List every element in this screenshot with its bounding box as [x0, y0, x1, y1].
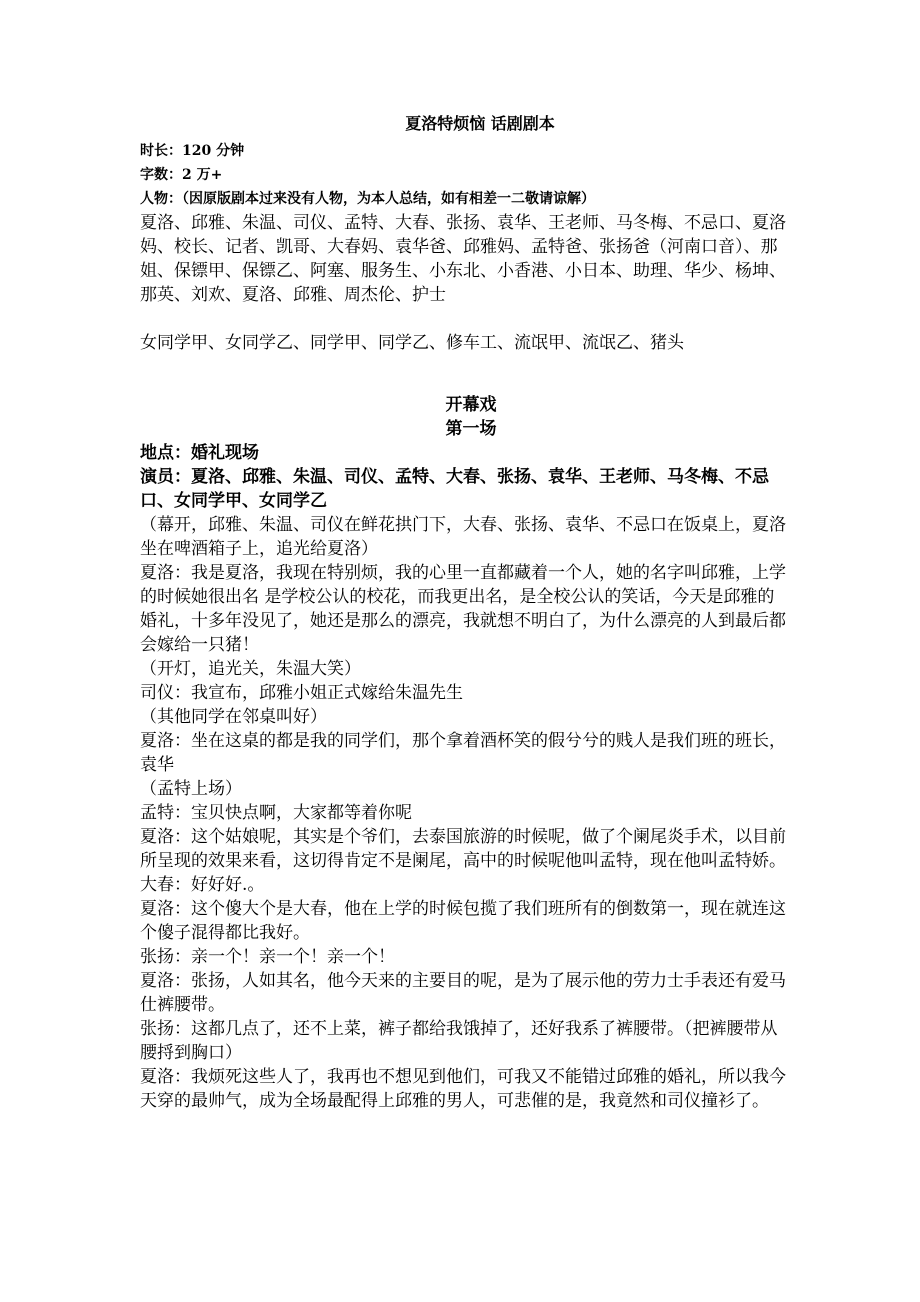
script-line: 夏洛：这个傻大个是大春，他在上学的时候包揽了我们班所有的倒数第一，现在就连这个傻子混得都比我好。 — [140, 899, 786, 943]
paragraph-spacer — [140, 307, 790, 331]
document-page — [140, 112, 790, 1113]
document-title: 夏洛特烦恼 话剧剧本 — [405, 114, 555, 133]
characters-list: 夏洛、邱雅、朱温、司仪、孟特、大春、张扬、袁华、王老师、马冬梅、不忌口、夏洛妈、校长、记者、凯哥、大春妈、袁华爸、邱雅妈、孟特爸、张扬爸（河南口音）、那姐、保镖甲、保镖乙、阿塞、服务生、小东北、小香港、小日本、助理、华少、杨坤、那英、刘欢、夏洛、邱雅、周杰伦、护士 — [140, 213, 786, 305]
script-line: 张扬：这都几点了，还不上菜，裤子都给我饿掉了，还好我系了裤腰带。（把裤腰带从腰捋到胸口） — [140, 1019, 778, 1063]
script-line: （孟特上场） — [140, 779, 242, 799]
script-line: 夏洛：我是夏洛，我现在特别烦，我的心里一直都藏着一个人，她的名字叫邱雅，上学的时候她很出名 是学校公认的校花，而我更出名，是全校公认的笑话，今天是邱雅的婚礼，十多年没见了，她还是那么的漂亮，我就想不明白了，为什么漂亮的人到最后都会嫁给一只猪！ — [140, 563, 786, 655]
script-line: 孟特：宝贝快点啊，大家都等着你呢 — [140, 803, 412, 823]
scene-location: 地点：婚礼现场 — [140, 443, 259, 463]
duration-line: 时长：120 分钟 — [140, 143, 245, 159]
script-line: （幕开，邱雅、朱温、司仪在鲜花拱门下，大春、张扬、袁华、不忌口在饭桌上，夏洛坐在啤酒箱子上，追光给夏洛） — [140, 515, 786, 559]
script-line: 夏洛：张扬，人如其名，他今天来的主要目的呢，是为了展示他的劳力士手表还有爱马仕裤腰带。 — [140, 971, 786, 1015]
act-title: 开幕戏 — [445, 395, 497, 415]
script-line: 夏洛：坐在这桌的都是我的同学们，那个拿着酒杯笑的假兮兮的贱人是我们班的班长，袁华 — [140, 731, 786, 775]
script-line: 张扬：亲一个！亲一个！亲一个！ — [140, 947, 395, 967]
scene-cast: 演员：夏洛、邱雅、朱温、司仪、孟特、大春、张扬、袁华、王老师、马冬梅、不忌口、女同学甲、女同学乙 — [140, 467, 769, 511]
script-line: 司仪：我宣布，邱雅小姐正式嫁给朱温先生 — [140, 683, 463, 703]
script-line: 大春：好好好.。 — [140, 875, 265, 895]
characters-label: 人物：（因原版剧本过来没有人物，为本人总结，如有相差一二敬请谅解） — [140, 191, 595, 207]
script-line: （其他同学在邻桌叫好） — [140, 707, 327, 727]
script-line: 夏洛：我烦死这些人了，我再也不想见到他们，可我又不能错过邱雅的婚礼，所以我今天穿的最帅气，成为全场最配得上邱雅的男人，可悲催的是，我竟然和司仪撞衫了。 — [140, 1067, 786, 1111]
characters-extra: 女同学甲、女同学乙、同学甲、同学乙、修车工、流氓甲、流氓乙、猪头 — [140, 333, 684, 353]
script-line: 夏洛：这个姑娘呢，其实是个爷们，去泰国旅游的时候呢，做了个阑尾炎手术，以目前所呈现的效果来看，这切得肯定不是阑尾，高中的时候呢他叫孟特，现在他叫孟特娇。 — [140, 827, 786, 871]
script-line: （开灯，追光关，朱温大笑） — [140, 659, 361, 679]
scene-title: 第一场 — [445, 419, 497, 439]
word-count-line: 字数：2 万+ — [140, 167, 223, 183]
